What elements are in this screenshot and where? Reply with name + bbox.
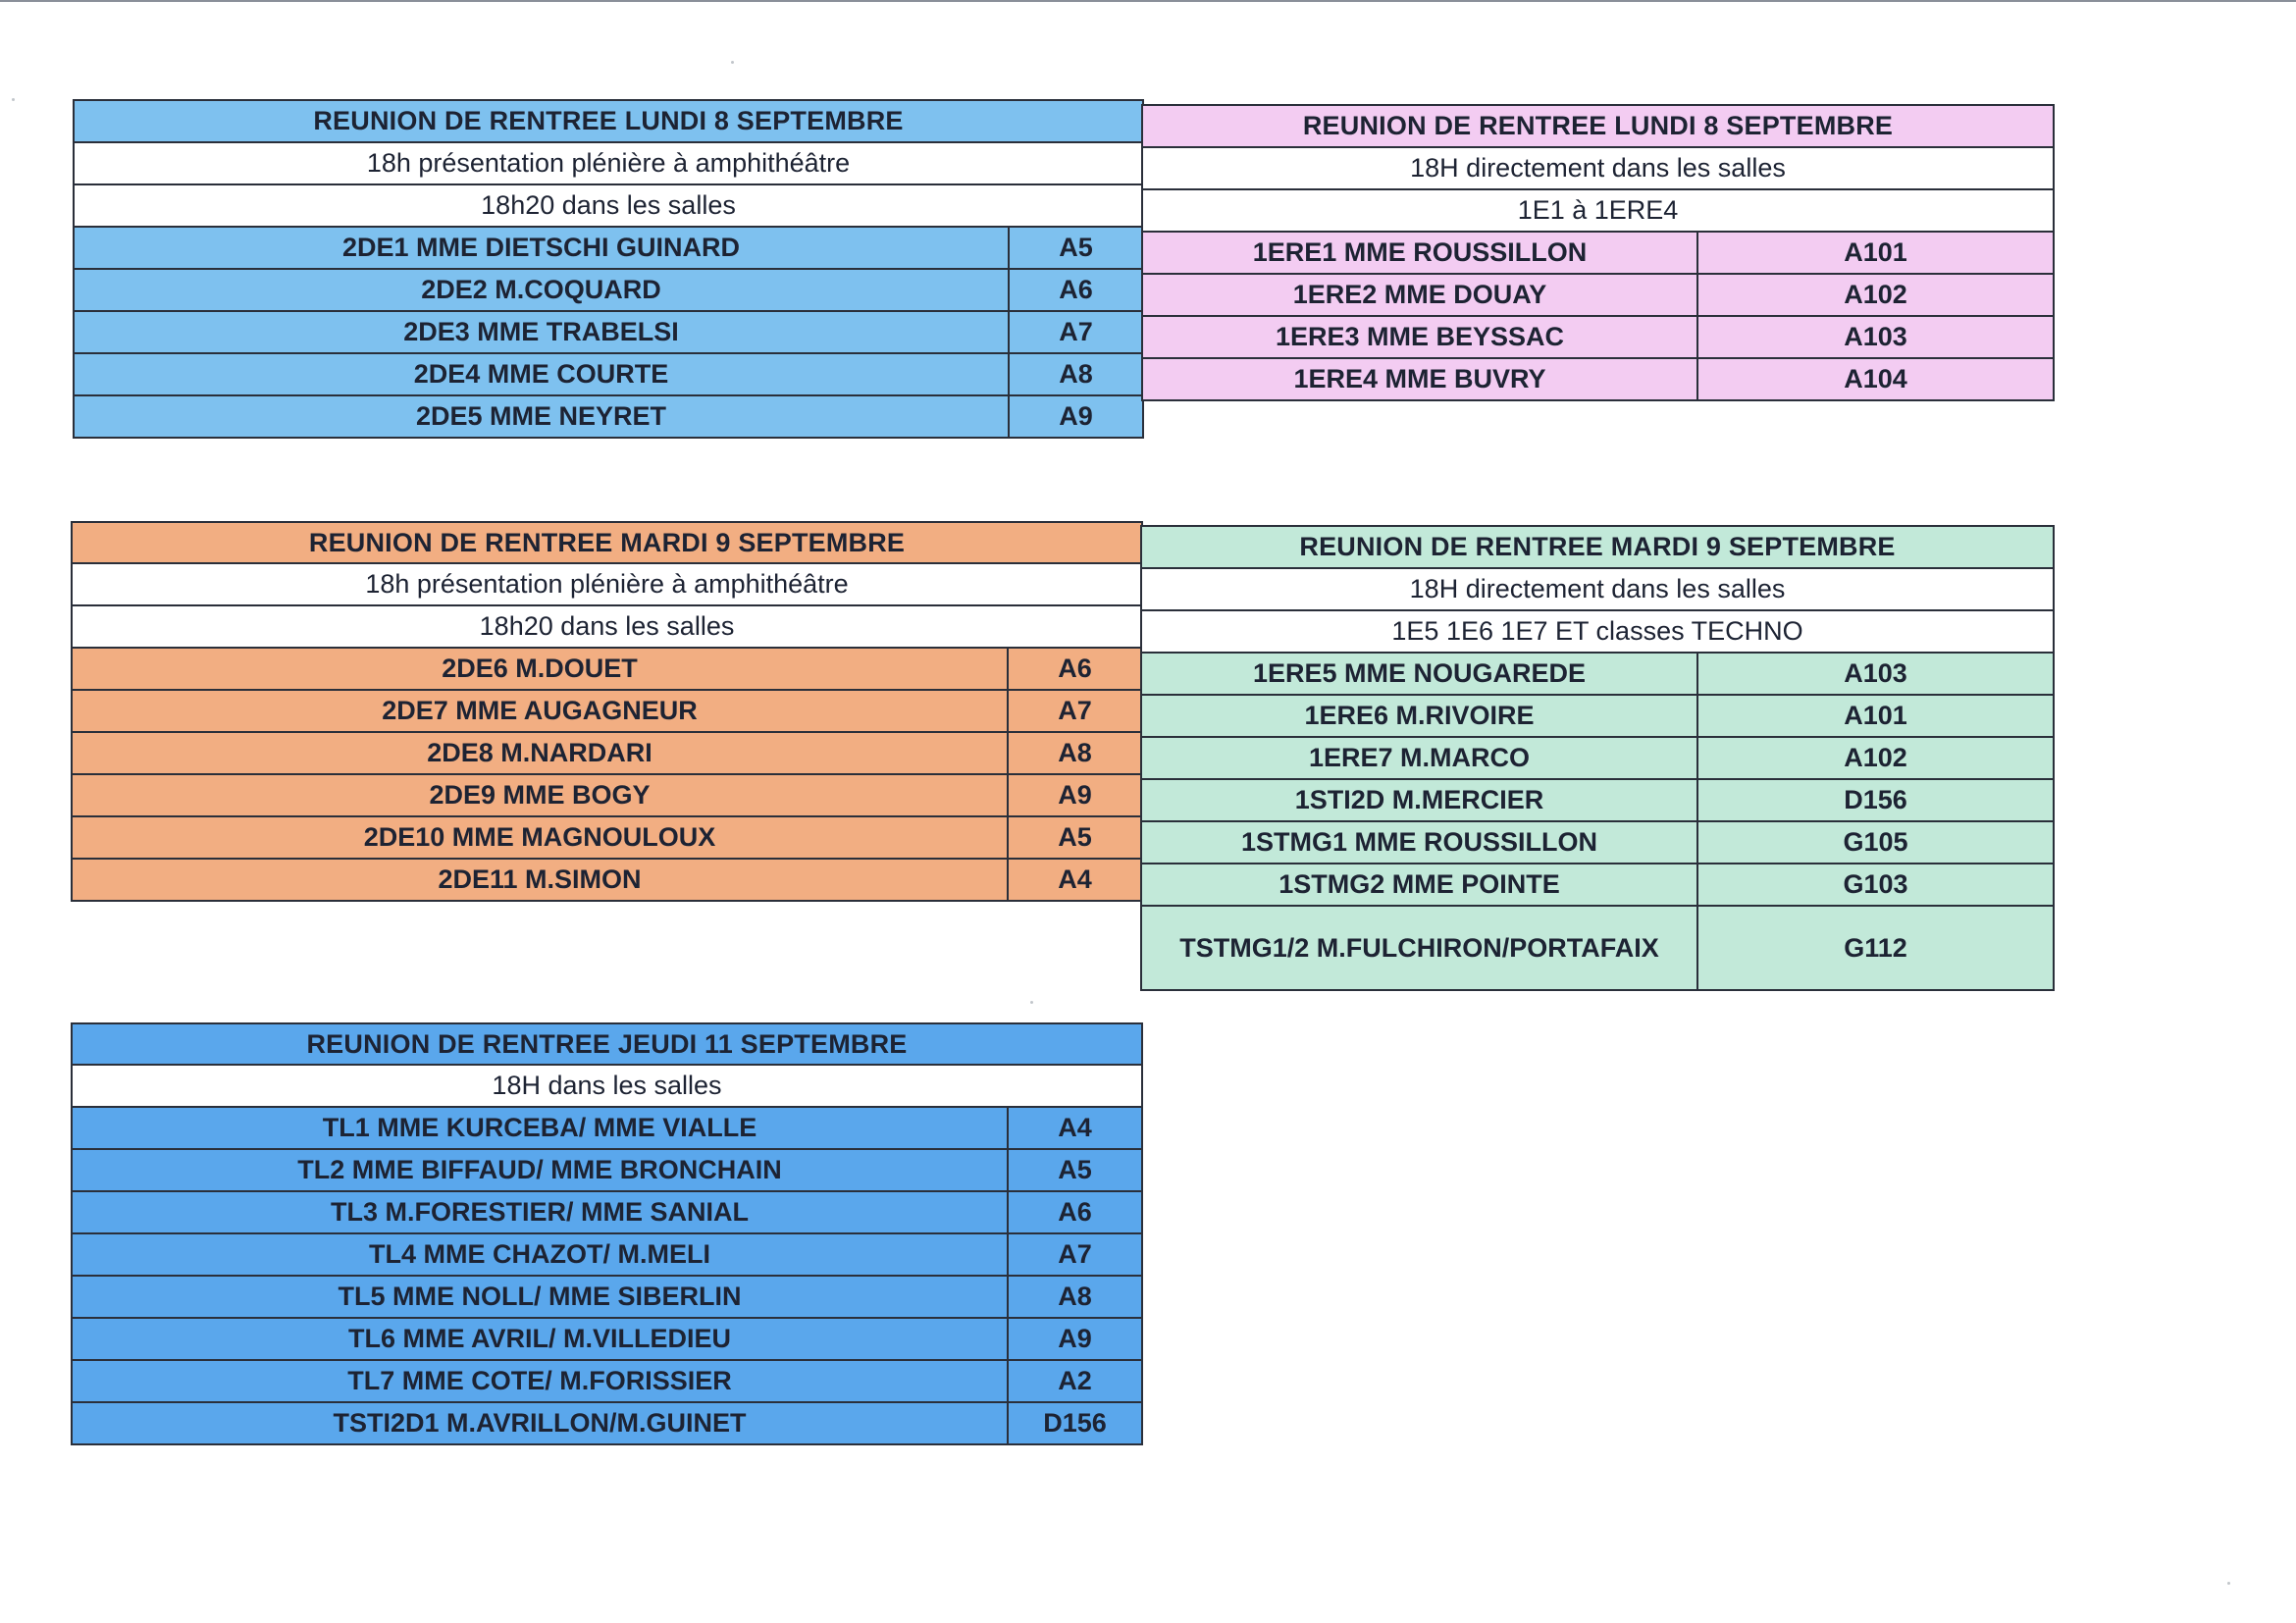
table-row (72, 648, 1142, 690)
table-row (1142, 232, 2054, 274)
room: G112 (1697, 906, 2054, 990)
room: A104 (1697, 358, 2054, 400)
info-line: 18h20 dans les salles (72, 605, 1142, 648)
room: A4 (1008, 1107, 1142, 1149)
table-row (1141, 653, 2054, 695)
info-line: 1E5 1E6 1E7 ET classes TECHNO (1141, 610, 2054, 653)
table-row (72, 774, 1142, 816)
info-line: 18h20 dans les salles (74, 184, 1143, 227)
class-teacher: 2DE1 MME DIETSCHI GUINARD (74, 227, 1009, 269)
class-teacher: 2DE3 MME TRABELSI (74, 311, 1009, 353)
table-row (72, 1149, 1142, 1191)
room: A7 (1008, 690, 1142, 732)
table-row (72, 1233, 1142, 1276)
class-teacher: 2DE2 M.COQUARD (74, 269, 1009, 311)
class-teacher: 1ERE5 MME NOUGAREDE (1141, 653, 1697, 695)
room: A5 (1008, 1149, 1142, 1191)
class-teacher: 1ERE2 MME DOUAY (1142, 274, 1697, 316)
info-line: 18h présentation plénière à amphithéâtre (72, 563, 1142, 605)
info-line: 1E1 à 1ERE4 (1142, 189, 2054, 232)
table-row (72, 816, 1142, 859)
table-title: REUNION DE RENTREE JEUDI 11 SEPTEMBRE (72, 1023, 1142, 1065)
class-teacher: 1ERE1 MME ROUSSILLON (1142, 232, 1697, 274)
room: A9 (1009, 395, 1143, 438)
class-teacher: 1ERE6 M.RIVOIRE (1141, 695, 1697, 737)
table-row (72, 1402, 1142, 1444)
table-row (72, 690, 1142, 732)
table-row (72, 1360, 1142, 1402)
class-teacher: TL4 MME CHAZOT/ M.MELI (72, 1233, 1008, 1276)
class-teacher: TL6 MME AVRIL/ M.VILLEDIEU (72, 1318, 1008, 1360)
info-line: 18H dans les salles (72, 1065, 1142, 1107)
table-row (72, 732, 1142, 774)
room: A6 (1008, 648, 1142, 690)
table-row (74, 311, 1143, 353)
table-title: REUNION DE RENTREE MARDI 9 SEPTEMBRE (72, 522, 1142, 563)
room: D156 (1008, 1402, 1142, 1444)
table-row (1141, 864, 2054, 906)
class-teacher: 1STMG1 MME ROUSSILLON (1141, 821, 1697, 864)
table-row (74, 227, 1143, 269)
table-title: REUNION DE RENTREE LUNDI 8 SEPTEMBRE (1142, 105, 2054, 147)
room: A2 (1008, 1360, 1142, 1402)
room: D156 (1697, 779, 2054, 821)
class-teacher: TL7 MME COTE/ M.FORISSIER (72, 1360, 1008, 1402)
table-row (72, 1107, 1142, 1149)
room: A9 (1008, 774, 1142, 816)
class-teacher: 2DE4 MME COURTE (74, 353, 1009, 395)
room: A5 (1008, 816, 1142, 859)
table-jeudi-tl (71, 1022, 1143, 1445)
class-teacher: 1ERE4 MME BUVRY (1142, 358, 1697, 400)
class-teacher: 1ERE3 MME BEYSSAC (1142, 316, 1697, 358)
room: A6 (1008, 1191, 1142, 1233)
room: A5 (1009, 227, 1143, 269)
room: A7 (1008, 1233, 1142, 1276)
scan-edge-line (0, 0, 2296, 2)
class-teacher: 2DE8 M.NARDARI (72, 732, 1008, 774)
room: A103 (1697, 316, 2054, 358)
room: G105 (1697, 821, 2054, 864)
table-row (72, 859, 1142, 901)
info-line: 18H directement dans les salles (1142, 147, 2054, 189)
room: A8 (1008, 732, 1142, 774)
table-row (1141, 737, 2054, 779)
table-title: REUNION DE RENTREE LUNDI 8 SEPTEMBRE (74, 100, 1143, 142)
table-row (74, 353, 1143, 395)
room: A7 (1009, 311, 1143, 353)
class-teacher: 2DE5 MME NEYRET (74, 395, 1009, 438)
table-row (1142, 274, 2054, 316)
table-row (72, 1318, 1142, 1360)
table-lundi-1ere (1141, 104, 2055, 401)
table-row (1141, 821, 2054, 864)
room: A6 (1009, 269, 1143, 311)
class-teacher: TSTI2D1 M.AVRILLON/M.GUINET (72, 1402, 1008, 1444)
room: A103 (1697, 653, 2054, 695)
room: A4 (1008, 859, 1142, 901)
class-teacher: TL5 MME NOLL/ MME SIBERLIN (72, 1276, 1008, 1318)
table-row (1141, 695, 2054, 737)
info-line: 18h présentation plénière à amphithéâtre (74, 142, 1143, 184)
table-row (72, 1191, 1142, 1233)
table-row (1142, 358, 2054, 400)
scan-speck (731, 61, 734, 64)
scan-speck (12, 98, 15, 101)
room: A9 (1008, 1318, 1142, 1360)
room: A102 (1697, 737, 2054, 779)
class-teacher: 1ERE7 M.MARCO (1141, 737, 1697, 779)
room: A102 (1697, 274, 2054, 316)
class-teacher: 2DE6 M.DOUET (72, 648, 1008, 690)
room: A101 (1697, 695, 2054, 737)
table-row (1141, 779, 2054, 821)
table-mardi-1ere (1140, 525, 2055, 991)
table-title: REUNION DE RENTREE MARDI 9 SEPTEMBRE (1141, 526, 2054, 568)
class-teacher: 2DE10 MME MAGNOULOUX (72, 816, 1008, 859)
info-line: 18H directement dans les salles (1141, 568, 2054, 610)
table-row (1141, 906, 2054, 990)
scan-speck (1030, 1001, 1033, 1004)
room: A8 (1009, 353, 1143, 395)
table-row (72, 1276, 1142, 1318)
class-teacher: TL3 M.FORESTIER/ MME SANIAL (72, 1191, 1008, 1233)
class-teacher: TSTMG1/2 M.FULCHIRON/PORTAFAIX (1141, 906, 1697, 990)
table-mardi-2de (71, 521, 1143, 902)
scan-speck (2227, 1582, 2230, 1585)
table-row (1142, 316, 2054, 358)
table-row (74, 269, 1143, 311)
class-teacher: 1STMG2 MME POINTE (1141, 864, 1697, 906)
class-teacher: 2DE9 MME BOGY (72, 774, 1008, 816)
class-teacher: 1STI2D M.MERCIER (1141, 779, 1697, 821)
room: G103 (1697, 864, 2054, 906)
table-row (74, 395, 1143, 438)
class-teacher: 2DE11 M.SIMON (72, 859, 1008, 901)
class-teacher: TL2 MME BIFFAUD/ MME BRONCHAIN (72, 1149, 1008, 1191)
room: A8 (1008, 1276, 1142, 1318)
class-teacher: 2DE7 MME AUGAGNEUR (72, 690, 1008, 732)
room: A101 (1697, 232, 2054, 274)
table-lundi-2de (73, 99, 1144, 439)
class-teacher: TL1 MME KURCEBA/ MME VIALLE (72, 1107, 1008, 1149)
